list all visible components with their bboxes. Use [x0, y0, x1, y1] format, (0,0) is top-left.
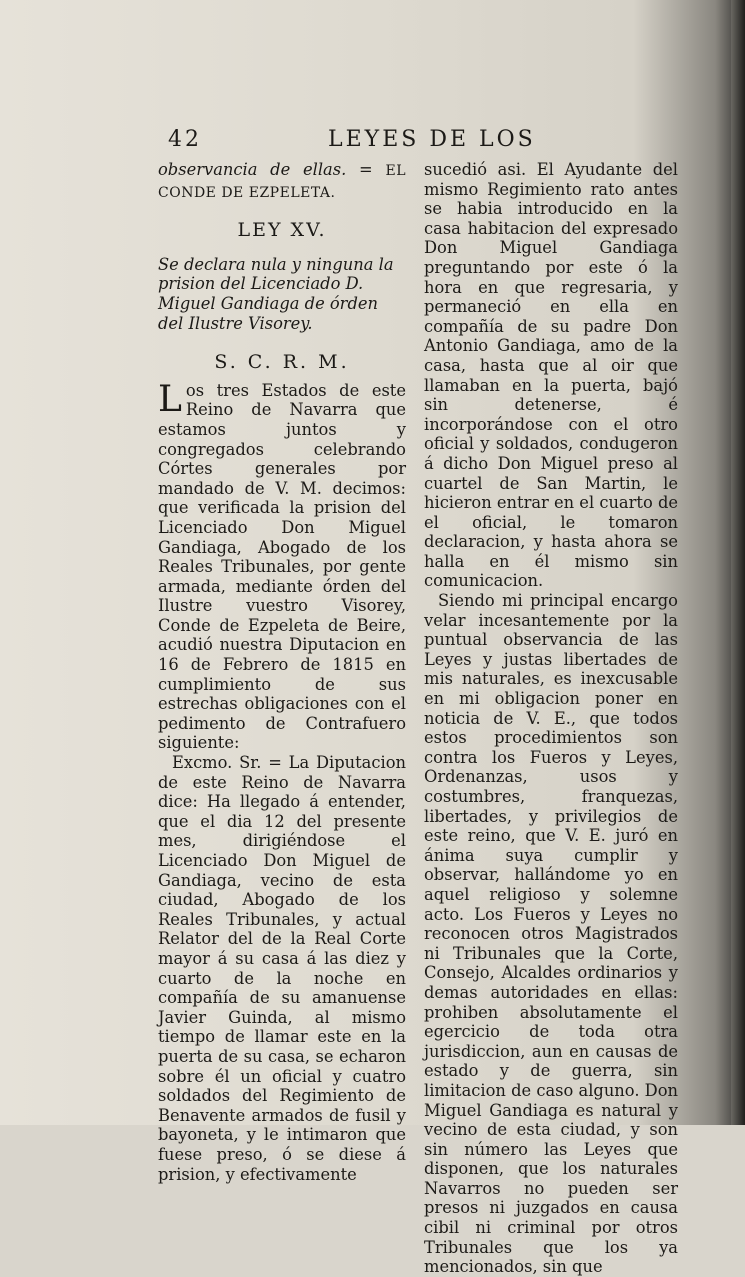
running-title: LEYES DE LOS	[328, 127, 536, 152]
law-summary: Se declara nula y ninguna la prision del Licenciado D. Miguel Gandiaga de órden del Ilustre Visorey.	[158, 254, 394, 333]
intro-italic: observancia de ellas.	[158, 160, 347, 179]
left-paragraph-1-text: os tres Estados de este Reino de Navarra que estamos juntos y congregados celebrando Córtes generales por mandado de V. M. decimos: que verificada la prision del Licenciado Don Miguel Gandiaga, Abogado de los Reales Tribunales, por gente armada, mediante órden del Ilustre vuestro Visorey, Conde de Ezpeleta de Beire, acudió nuestra Diputacion en 16 de Febrero de 1815 en cumplimiento de sus estrechas obligaciones con el pedimento de Contrafuero siguiente:	[158, 380, 406, 753]
page-number: 42	[168, 127, 202, 152]
salutation: S. C. R. M.	[214, 351, 350, 374]
right-column	[424, 160, 678, 1277]
intro-line	[158, 160, 406, 203]
left-paragraph-1	[158, 378, 406, 753]
law-title: LEY XV.	[237, 219, 327, 242]
right-paragraph-2: Siendo mi principal encargo velar incesantemente por la puntual observancia de las Leyes y justas libertades de mis naturales, es inexcusable en mi obligacion poner en noticia de V. E., que todos estos procedimientos son contra los Fueros y Leyes, Ordenanzas, usos y costumbres, franquezas, libertades, y privilegios de este reino, que V. E. juró en ánima suya cumplir y observar, hallándome yo en aquel religioso y solemne acto. Los Fueros y Leyes no reconocen otros Magistrados ni Tribunales que la Corte, Consejo, Alcaldes ordinarios y demas autoridades en ellas: prohiben absolutamente el egercicio de toda otra jurisdiccion, aun en causas de estado y de guerra, sin limitacion de caso alguno. Don Miguel Gandiaga es natural y vecino de esta ciudad, y son sin número las Leyes que disponen, que los naturales Navarros no pueden ser presos ni juzgados en causa cibil ni criminal por otros Tribunales que los ya mencionados, sin que	[424, 591, 679, 1277]
right-paragraph-1: sucedió asi. El Ayudante del mismo Regimiento rato antes se habia introducido en la casa habitacion del expresado Don Miguel Gandiaga preguntando por este ó la hora en que regresaria, y permaneció en ella en compañía de su padre Don Antonio Gandiaga, amo de la casa, hasta que al oir que llamaban en la puerta, bajó sin detenerse, é incorporándose con el otro oficial y soldados, condugeron á dicho Don Miguel preso al cuartel de San Martin, le hicieron entrar en el cuarto de el oficial, le tomaron declaracion, y hasta ahora se halla en él mismo sin comunicacion.	[424, 160, 678, 591]
page-edge-shadow	[731, 0, 745, 1125]
intro-separator: =	[346, 160, 386, 179]
left-paragraph-2: Excmo. Sr. = La Diputacion de este Reino de Navarra dice: Ha llegado á entender, que el dia 12 del presente mes, dirigiéndose el Licenciado Don Miguel de Gandiaga, vecino de esta ciudad, Abogado de los Reales Tribunales, y actual Relator del de la Real Corte mayor á su casa á las diez y cuarto de la noche en compañía de su amanuense Javier Guinda, al mismo tiempo de llamar este en la puerta de su casa, se echaron sobre él un oficial y cuatro soldados del Regimiento de Benavente armados de fusil y bayoneta, y le intimaron que fuese preso, ó se diese á prision, y efectivamente	[158, 753, 406, 1184]
intro-signature: EL CONDE DE EZPELETA.	[158, 163, 406, 201]
drop-cap: L	[158, 378, 182, 420]
page-header	[168, 127, 678, 157]
left-column	[158, 160, 406, 1184]
